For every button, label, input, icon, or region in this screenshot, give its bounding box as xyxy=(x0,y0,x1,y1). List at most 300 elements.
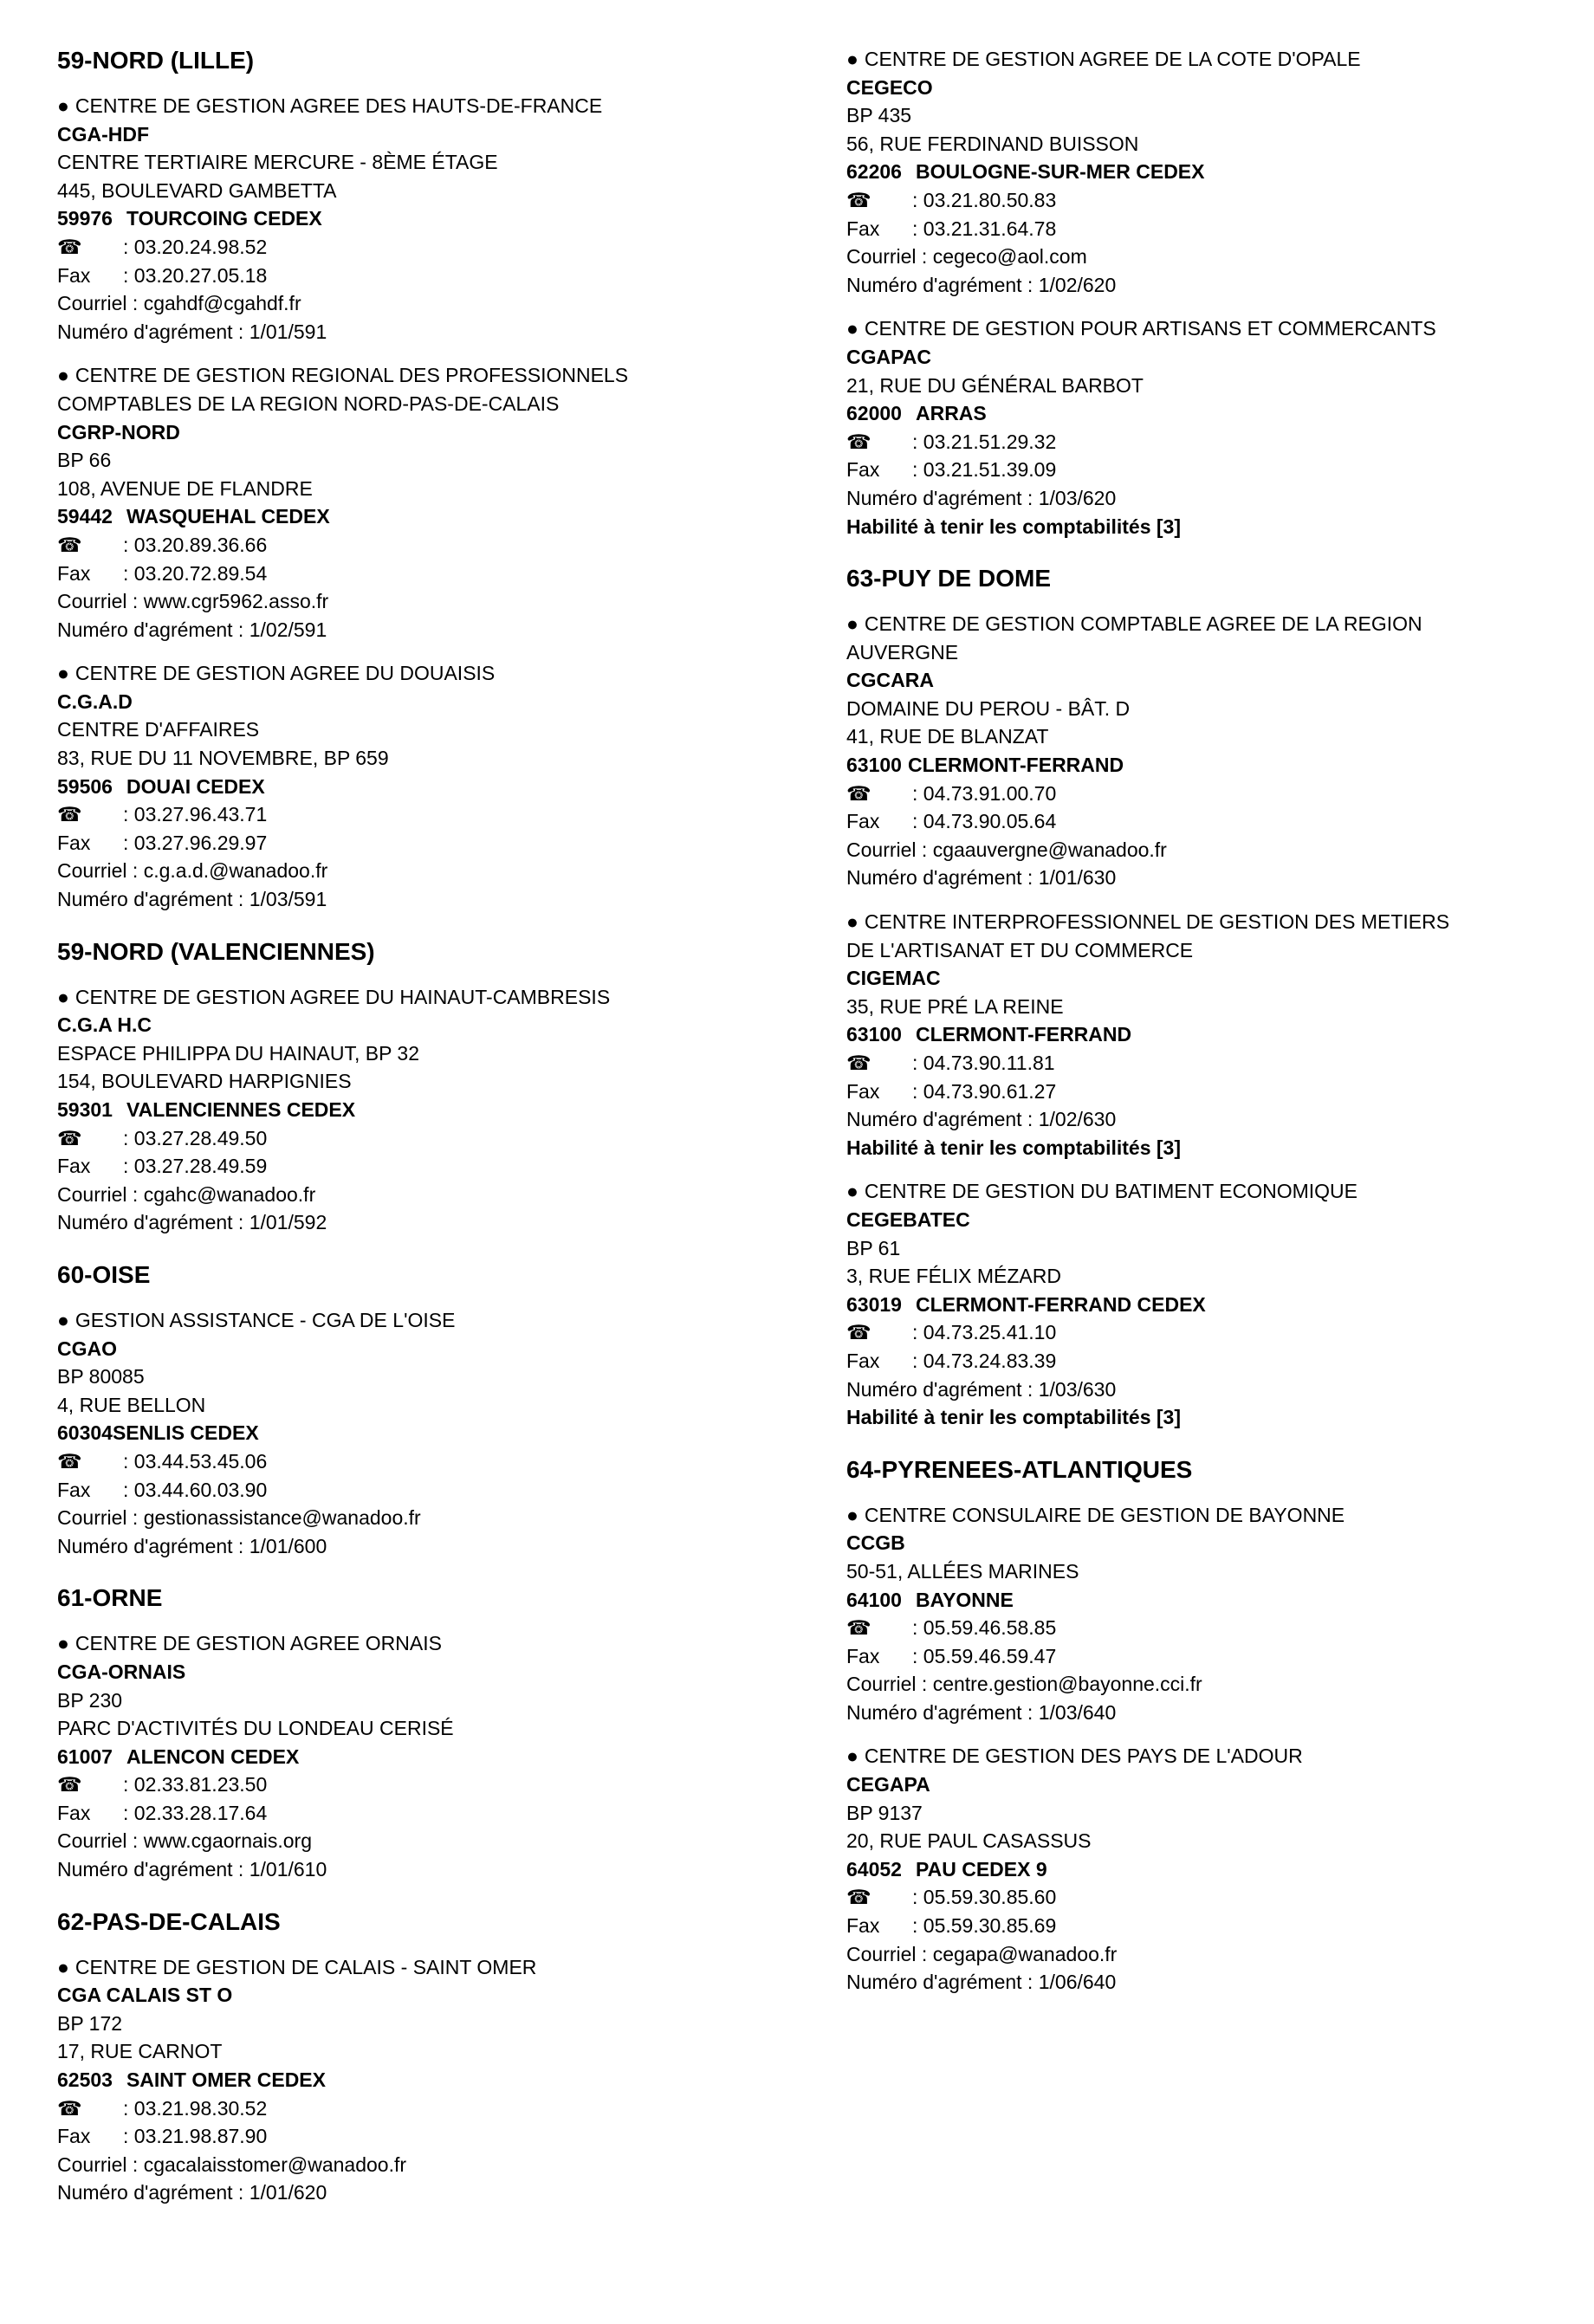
fax-number: : 05.59.46.59.47 xyxy=(912,1644,1057,1667)
city: ARRAS xyxy=(915,402,987,425)
region-heading: 59-NORD (LILLE) xyxy=(57,47,255,74)
phone-icon: ☎ xyxy=(57,533,82,556)
email-value: cegeco@aol.com xyxy=(932,245,1087,269)
phone-number: : 03.20.24.98.52 xyxy=(123,235,268,258)
agrement-label: Numéro d'agrément : xyxy=(846,1377,1039,1401)
agrement-label: Numéro d'agrément : xyxy=(57,1858,249,1881)
city: CLERMONT-FERRAND CEDEX xyxy=(915,1292,1206,1316)
region-heading: 61-ORNE xyxy=(57,1584,163,1612)
fax-number: : 03.20.27.05.18 xyxy=(123,263,268,287)
region-heading: 63-PUY DE DOME xyxy=(846,565,1051,592)
centre-name-line xyxy=(846,1177,1565,1206)
fax-line xyxy=(57,2122,802,2151)
centre-name: CENTRE DE GESTION COMPTABLE AGREE DE LA REGION xyxy=(864,612,1422,636)
city: CLERMONT-FERRAND xyxy=(915,1023,1132,1046)
phone-line xyxy=(846,428,1565,456)
address-line: BP 172 xyxy=(57,2011,123,2035)
centre-acronym: CGAO xyxy=(57,1337,117,1360)
email-value: cgaauvergne@wanadoo.fr xyxy=(932,838,1167,861)
fax-line xyxy=(846,456,1565,484)
phone-number: : 05.59.30.85.60 xyxy=(912,1886,1057,1909)
centre-acronym: CGRP-NORD xyxy=(57,420,180,443)
bullet-icon: ● xyxy=(57,1955,69,1978)
agrement-label: Numéro d'agrément : xyxy=(846,866,1039,890)
agrement-value: 1/03/640 xyxy=(1038,1700,1117,1724)
phone-line xyxy=(57,233,802,262)
centre-name-continued: DE L'ARTISANAT ET DU COMMERCE xyxy=(846,938,1194,961)
phone-line xyxy=(57,1447,802,1476)
email-value: cgahdf@cgahdf.fr xyxy=(143,292,301,315)
email-label: Courriel : xyxy=(57,859,144,883)
fax-line xyxy=(846,1078,1565,1106)
agrement-line xyxy=(846,1968,1565,1997)
fax-line xyxy=(57,262,802,290)
bullet-icon: ● xyxy=(57,1308,69,1331)
centre-name: GESTION ASSISTANCE - CGA DE L'OISE xyxy=(75,1308,456,1331)
agrement-line xyxy=(57,1855,802,1884)
agrement-value: 1/03/591 xyxy=(249,888,327,911)
agrement-label: Numéro d'agrément : xyxy=(846,1971,1039,1994)
centre-name: CENTRE DE GESTION AGREE DE LA COTE D'OPALE xyxy=(864,48,1361,70)
city: WASQUEHAL CEDEX xyxy=(126,505,330,528)
address-line: 108, AVENUE DE FLANDRE xyxy=(57,476,313,500)
phone-number: : 04.73.25.41.10 xyxy=(912,1321,1057,1344)
phone-line xyxy=(57,800,802,829)
centre-entry xyxy=(846,1501,1565,1727)
address-line: CENTRE D'AFFAIRES xyxy=(57,718,260,741)
fax-number: : 04.73.24.83.39 xyxy=(912,1349,1057,1372)
habilite-note: Habilité à tenir les comptabilités [3] xyxy=(846,1406,1181,1429)
fax-line xyxy=(846,1347,1565,1376)
email-label: Courriel : xyxy=(846,1942,933,1965)
phone-number: : 03.21.98.30.52 xyxy=(123,2096,268,2120)
agrement-label: Numéro d'agrément : xyxy=(57,320,249,343)
centre-entry xyxy=(57,361,802,644)
postal-line xyxy=(846,1020,1565,1049)
city: BOULOGNE-SUR-MER CEDEX xyxy=(915,160,1205,184)
address-line: BP 80085 xyxy=(57,1365,145,1389)
address-line: BP 66 xyxy=(57,449,112,472)
address-line: BP 9137 xyxy=(846,1801,923,1824)
agrement-line xyxy=(57,1532,802,1561)
centre-name: CENTRE DE GESTION DU BATIMENT ECONOMIQUE xyxy=(864,1180,1357,1203)
centre-acronym: CGAPAC xyxy=(846,345,931,368)
centre-name-line xyxy=(57,1953,802,1982)
centre-name-line xyxy=(57,659,802,688)
phone-icon: ☎ xyxy=(57,1126,82,1149)
centre-acronym: CEGAPA xyxy=(846,1773,930,1796)
fax-label: Fax xyxy=(57,831,91,854)
postal-code: 59506 xyxy=(57,774,113,798)
agrement-value: 1/01/630 xyxy=(1038,866,1117,890)
centre-entry xyxy=(846,610,1565,892)
postal-code: 59301 xyxy=(57,1098,113,1121)
bullet-icon: ● xyxy=(57,662,69,685)
address-line: 20, RUE PAUL CASASSUS xyxy=(846,1829,1092,1853)
centre-name: CENTRE DE GESTION AGREE DU DOUAISIS xyxy=(75,662,496,685)
centre-entry xyxy=(57,1306,802,1560)
centre-name: CENTRE DE GESTION POUR ARTISANS ET COMMERCANTS xyxy=(864,317,1436,340)
city: VALENCIENNES CEDEX xyxy=(126,1098,356,1121)
region-heading: 59-NORD (VALENCIENNES) xyxy=(57,937,375,965)
fax-line xyxy=(57,1152,802,1181)
centre-entry xyxy=(846,45,1565,299)
phone-line xyxy=(57,1124,802,1153)
fax-label: Fax xyxy=(846,1644,880,1667)
region-heading: 60-OISE xyxy=(57,1260,151,1288)
address-line: 50-51, ALLÉES MARINES xyxy=(846,1559,1079,1583)
centre-name-line xyxy=(57,1306,802,1335)
phone-number: : 05.59.46.58.85 xyxy=(912,1616,1057,1640)
address-line: 83, RUE DU 11 NOVEMBRE, BP 659 xyxy=(57,747,389,770)
fax-line xyxy=(57,829,802,858)
address-line: 56, RUE FERDINAND BUISSON xyxy=(846,132,1139,155)
fax-number: : 03.21.98.87.90 xyxy=(123,2125,268,2148)
email-line xyxy=(846,243,1565,271)
postal-code: 63100 xyxy=(846,1023,902,1046)
email-value: c.g.a.d.@wanadoo.fr xyxy=(143,859,328,883)
agrement-line xyxy=(846,271,1565,300)
phone-icon: ☎ xyxy=(846,1616,872,1640)
bullet-icon: ● xyxy=(57,364,69,387)
agrement-label: Numéro d'agrément : xyxy=(57,888,249,911)
email-label: Courriel : xyxy=(846,245,933,269)
centre-name: CENTRE CONSULAIRE DE GESTION DE BAYONNE xyxy=(864,1503,1345,1526)
phone-icon: ☎ xyxy=(57,803,82,826)
phone-number: : 04.73.91.00.70 xyxy=(912,781,1057,805)
fax-label: Fax xyxy=(57,2125,91,2148)
address-line: 41, RUE DE BLANZAT xyxy=(846,725,1049,748)
agrement-label: Numéro d'agrément : xyxy=(846,273,1039,296)
phone-icon: ☎ xyxy=(57,2096,82,2120)
centre-acronym: C.G.A H.C xyxy=(57,1013,152,1037)
fax-label: Fax xyxy=(57,263,91,287)
centre-entry xyxy=(846,908,1565,1162)
fax-label: Fax xyxy=(57,561,91,585)
centre-acronym: CGA-ORNAIS xyxy=(57,1660,186,1683)
address-line: ESPACE PHILIPPA DU HAINAUT, BP 32 xyxy=(57,1041,419,1065)
right-column xyxy=(846,45,1565,2012)
fax-line xyxy=(846,1912,1565,1940)
centre-acronym: CEGEBATEC xyxy=(846,1207,970,1231)
agrement-line xyxy=(57,2178,802,2207)
agrement-line xyxy=(57,318,802,346)
fax-number: : 03.44.60.03.90 xyxy=(123,1478,268,1501)
centre-name-line xyxy=(57,1629,802,1658)
bullet-icon: ● xyxy=(57,1632,69,1655)
bullet-icon: ● xyxy=(57,94,69,117)
phone-number: : 03.27.96.43.71 xyxy=(123,803,268,826)
centre-entry xyxy=(846,1742,1565,1996)
phone-line xyxy=(846,780,1565,808)
email-label: Courriel : xyxy=(57,590,144,613)
fax-label: Fax xyxy=(846,458,880,482)
email-line xyxy=(57,1827,802,1855)
postal-line xyxy=(846,1855,1565,1884)
centre-acronym: CCGB xyxy=(846,1531,905,1555)
postal-line xyxy=(57,2066,802,2094)
fax-line xyxy=(57,560,802,588)
agrement-label: Numéro d'agrément : xyxy=(57,2181,249,2204)
centre-acronym: CIGEMAC xyxy=(846,967,941,990)
centre-name: CENTRE DE GESTION AGREE DU HAINAUT-CAMBRESIS xyxy=(75,985,611,1008)
agrement-label: Numéro d'agrément : xyxy=(846,486,1039,509)
region-heading: 64-PYRENEES-ATLANTIQUES xyxy=(846,1455,1193,1483)
centre-name: CENTRE DE GESTION DE CALAIS - SAINT OMER xyxy=(75,1955,537,1978)
centre-name-line xyxy=(846,610,1565,638)
address-line: BP 435 xyxy=(846,104,912,127)
fax-number: : 03.21.51.39.09 xyxy=(912,458,1057,482)
bullet-icon: ● xyxy=(846,317,859,340)
centre-acronym: CEGECO xyxy=(846,75,933,99)
fax-line xyxy=(846,1642,1565,1671)
agrement-label: Numéro d'agrément : xyxy=(846,1700,1039,1724)
centre-name: CENTRE DE GESTION AGREE ORNAIS xyxy=(75,1632,442,1655)
centre-name-continued: COMPTABLES DE LA REGION NORD-PAS-DE-CALAIS xyxy=(57,392,560,415)
agrement-value: 1/02/591 xyxy=(249,618,327,641)
address-line: BP 61 xyxy=(846,1236,901,1259)
city: SENLIS CEDEX xyxy=(112,1421,259,1445)
agrement-value: 1/01/591 xyxy=(249,320,327,343)
bullet-icon: ● xyxy=(846,1180,859,1203)
postal-code: 62206 xyxy=(846,160,902,184)
address-line: 21, RUE DU GÉNÉRAL BARBOT xyxy=(846,373,1144,397)
postal-line xyxy=(846,1291,1565,1319)
fax-label: Fax xyxy=(846,1349,880,1372)
centre-entry xyxy=(57,659,802,913)
centre-name-continued: AUVERGNE xyxy=(846,640,959,664)
email-label: Courriel : xyxy=(57,1829,144,1853)
agrement-line xyxy=(846,1699,1565,1727)
phone-number: : 03.44.53.45.06 xyxy=(123,1449,268,1473)
email-label: Courriel : xyxy=(846,838,933,861)
centre-name: CENTRE DE GESTION DES PAYS DE L'ADOUR xyxy=(864,1745,1303,1768)
fax-number: : 02.33.28.17.64 xyxy=(123,1801,268,1824)
centre-name-line xyxy=(57,983,802,1012)
phone-line xyxy=(846,186,1565,215)
centre-entry xyxy=(846,1177,1565,1431)
phone-icon: ☎ xyxy=(846,781,872,805)
bullet-icon: ● xyxy=(846,612,859,636)
phone-number: : 03.20.89.36.66 xyxy=(123,533,268,556)
email-label: Courriel : xyxy=(846,1673,933,1696)
agrement-value: 1/03/630 xyxy=(1038,1377,1117,1401)
fax-number: : 03.27.96.29.97 xyxy=(123,831,268,854)
agrement-value: 1/01/610 xyxy=(249,1858,327,1881)
city: SAINT OMER CEDEX xyxy=(126,2068,326,2092)
agrement-value: 1/01/592 xyxy=(249,1211,327,1234)
fax-line xyxy=(846,807,1565,836)
address-line: 4, RUE BELLON xyxy=(57,1393,206,1416)
centre-entry xyxy=(57,1953,802,2207)
agrement-line xyxy=(846,484,1565,513)
postal-code: 59442 xyxy=(57,505,113,528)
phone-number: : 02.33.81.23.50 xyxy=(123,1773,268,1796)
email-value: cgahc@wanadoo.fr xyxy=(143,1182,316,1206)
fax-label: Fax xyxy=(846,1079,880,1103)
address-line: 35, RUE PRÉ LA REINE xyxy=(846,994,1064,1018)
email-value: gestionassistance@wanadoo.fr xyxy=(143,1506,421,1530)
bullet-icon: ● xyxy=(846,910,859,934)
bullet-icon: ● xyxy=(57,985,69,1008)
email-label: Courriel : xyxy=(57,1506,144,1530)
agrement-label: Numéro d'agrément : xyxy=(57,1211,249,1234)
fax-number: : 03.20.72.89.54 xyxy=(123,561,268,585)
phone-line xyxy=(57,1771,802,1799)
postal-code: 59976 xyxy=(57,207,113,230)
postal-code: 64100 xyxy=(846,1588,902,1611)
address-line: PARC D'ACTIVITÉS DU LONDEAU CERISÉ xyxy=(57,1717,454,1740)
centre-acronym: C.G.A.D xyxy=(57,689,133,713)
phone-icon: ☎ xyxy=(57,235,82,258)
address-line: 3, RUE FÉLIX MÉZARD xyxy=(846,1265,1061,1288)
phone-icon: ☎ xyxy=(846,1886,872,1909)
postal-line xyxy=(57,204,802,233)
email-line xyxy=(57,2151,802,2179)
agrement-value: 1/03/620 xyxy=(1038,486,1117,509)
agrement-value: 1/01/600 xyxy=(249,1534,327,1557)
postal-code: 64052 xyxy=(846,1857,902,1881)
fax-number: : 04.73.90.61.27 xyxy=(912,1079,1057,1103)
postal-code: 62503 xyxy=(57,2068,113,2092)
email-line xyxy=(57,289,802,318)
agrement-line xyxy=(57,616,802,644)
email-label: Courriel : xyxy=(57,2152,144,2176)
phone-icon: ☎ xyxy=(846,188,872,211)
phone-icon: ☎ xyxy=(57,1773,82,1796)
agrement-value: 1/02/620 xyxy=(1038,273,1117,296)
centre-acronym: CGA-HDF xyxy=(57,122,150,146)
fax-number: : 04.73.90.05.64 xyxy=(912,810,1057,833)
address-line: 445, BOULEVARD GAMBETTA xyxy=(57,178,337,202)
bullet-icon: ● xyxy=(846,48,859,70)
centre-name-line xyxy=(846,1742,1565,1771)
centre-name-line xyxy=(846,1501,1565,1530)
region-heading: 62-PAS-DE-CALAIS xyxy=(57,1907,281,1935)
postal-line xyxy=(846,399,1565,428)
agrement-label: Numéro d'agrément : xyxy=(846,1108,1039,1131)
agrement-line xyxy=(846,1376,1565,1404)
centre-acronym: CGCARA xyxy=(846,669,934,692)
phone-number: : 03.21.80.50.83 xyxy=(912,188,1057,211)
centre-entry xyxy=(846,314,1565,541)
phone-icon: ☎ xyxy=(846,1052,872,1074)
centre-name-line xyxy=(846,314,1565,343)
centre-name: CENTRE INTERPROFESSIONNEL DE GESTION DES METIERS xyxy=(864,910,1450,934)
fax-line xyxy=(57,1476,802,1505)
email-line xyxy=(57,1504,802,1532)
habilite-note: Habilité à tenir les comptabilités [3] xyxy=(846,515,1181,538)
email-label: Courriel : xyxy=(57,1182,144,1206)
email-value: www.cgaornais.org xyxy=(143,1829,313,1853)
phone-number: : 03.21.51.29.32 xyxy=(912,430,1057,453)
city: ALENCON CEDEX xyxy=(126,1745,300,1768)
fax-label: Fax xyxy=(57,1801,91,1824)
email-line xyxy=(57,857,802,885)
email-line xyxy=(846,836,1565,864)
phone-line xyxy=(846,1883,1565,1912)
phone-icon: ☎ xyxy=(846,430,872,453)
agrement-line xyxy=(846,864,1565,892)
address-line: DOMAINE DU PEROU - BÂT. D xyxy=(846,696,1131,720)
email-value: cgacalaisstomer@wanadoo.fr xyxy=(143,2152,407,2176)
fax-line xyxy=(57,1799,802,1828)
phone-icon: ☎ xyxy=(846,1321,872,1344)
postal-line xyxy=(57,502,802,531)
email-label: Courriel : xyxy=(57,292,144,315)
email-line xyxy=(57,587,802,616)
centre-name-line xyxy=(57,361,802,390)
centre-entry xyxy=(57,92,802,346)
email-line xyxy=(846,1940,1565,1969)
phone-line xyxy=(846,1049,1565,1078)
address-line: CENTRE TERTIAIRE MERCURE - 8ÈME ÉTAGE xyxy=(57,151,498,174)
email-value: cegapa@wanadoo.fr xyxy=(932,1942,1118,1965)
city: BAYONNE xyxy=(915,1588,1014,1611)
phone-icon: ☎ xyxy=(57,1449,82,1473)
postal-code: 61007 xyxy=(57,1745,113,1768)
agrement-value: 1/06/640 xyxy=(1038,1971,1117,1994)
phone-number: : 04.73.90.11.81 xyxy=(912,1052,1055,1074)
centre-entry xyxy=(57,1629,802,1883)
postal-line xyxy=(846,751,1565,780)
postal-code: 63100 xyxy=(846,754,902,777)
phone-line xyxy=(846,1614,1565,1642)
fax-label: Fax xyxy=(846,217,880,240)
habilite-note: Habilité à tenir les comptabilités [3] xyxy=(846,1136,1181,1159)
fax-label: Fax xyxy=(846,1914,880,1938)
phone-line xyxy=(57,531,802,560)
email-line xyxy=(846,1670,1565,1699)
agrement-line xyxy=(57,1208,802,1237)
postal-line xyxy=(57,1419,802,1447)
address-line: 154, BOULEVARD HARPIGNIES xyxy=(57,1070,352,1093)
address-line: 17, RUE CARNOT xyxy=(57,2040,223,2063)
fax-number: : 03.27.28.49.59 xyxy=(123,1155,268,1178)
agrement-label: Numéro d'agrément : xyxy=(57,1534,249,1557)
agrement-line xyxy=(57,885,802,914)
centre-name-line xyxy=(57,92,802,120)
city: PAU CEDEX 9 xyxy=(915,1857,1047,1881)
fax-label: Fax xyxy=(57,1478,91,1501)
centre-name-line xyxy=(846,908,1565,936)
postal-code: 60304 xyxy=(57,1421,113,1445)
city: CLERMONT-FERRAND xyxy=(907,754,1124,777)
email-value: centre.gestion@bayonne.cci.fr xyxy=(932,1673,1202,1696)
phone-number: : 03.27.28.49.50 xyxy=(123,1126,268,1149)
postal-line xyxy=(846,1586,1565,1615)
centre-name: CENTRE DE GESTION AGREE DES HAUTS-DE-FRANCE xyxy=(75,94,603,117)
fax-label: Fax xyxy=(846,810,880,833)
fax-number: : 05.59.30.85.69 xyxy=(912,1914,1057,1938)
phone-line xyxy=(846,1318,1565,1347)
city: TOURCOING CEDEX xyxy=(126,207,322,230)
postal-line xyxy=(846,158,1565,186)
agrement-value: 1/01/620 xyxy=(249,2181,327,2204)
email-line xyxy=(57,1181,802,1209)
phone-line xyxy=(57,2094,802,2123)
postal-code: 62000 xyxy=(846,402,902,425)
postal-code: 63019 xyxy=(846,1292,902,1316)
email-value: www.cgr5962.asso.fr xyxy=(143,590,329,613)
postal-line xyxy=(57,1096,802,1124)
bullet-icon: ● xyxy=(846,1503,859,1526)
left-column xyxy=(57,45,802,2223)
fax-line xyxy=(846,215,1565,243)
fax-number: : 03.21.31.64.78 xyxy=(912,217,1057,240)
fax-label: Fax xyxy=(57,1155,91,1178)
agrement-line xyxy=(846,1105,1565,1134)
